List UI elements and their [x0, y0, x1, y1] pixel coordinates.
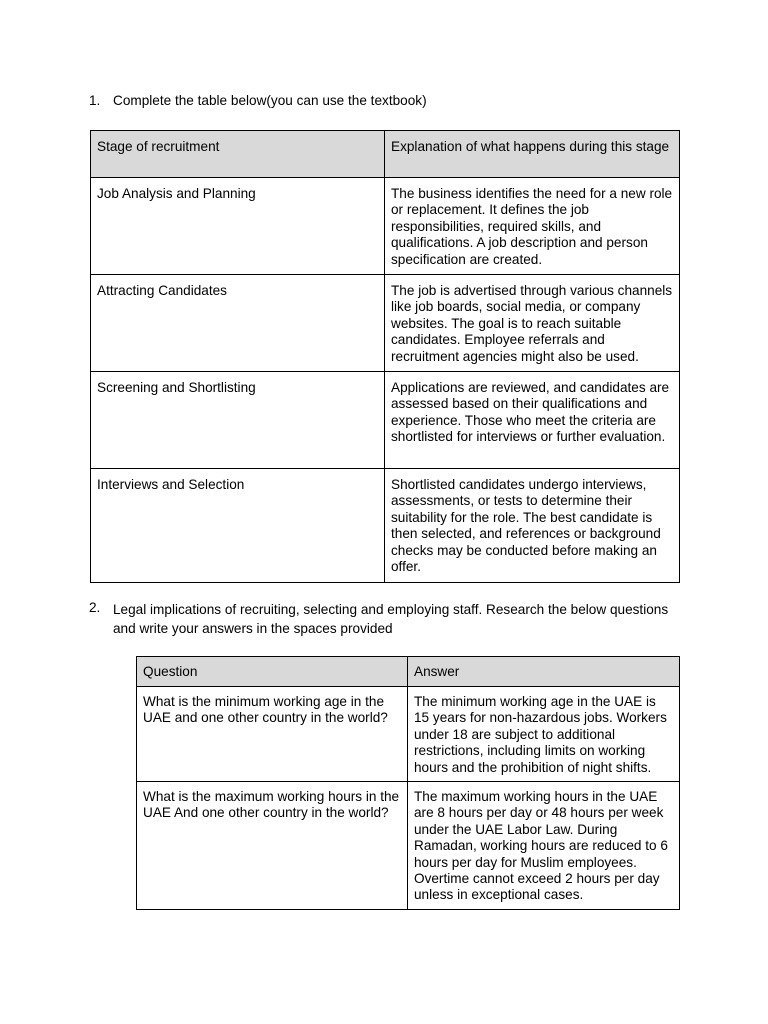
question-1-text: Complete the table below(you can use the textbook)	[113, 93, 427, 108]
question-2	[89, 600, 689, 638]
table-row	[137, 687, 680, 782]
legal-implications-table	[136, 656, 680, 910]
explanation-cell: The business identifies the need for a new role or replacement. It defines the job responsibilities, required skills, and qualifications. A job description and person specification are created.	[385, 178, 680, 275]
recruitment-stages-table	[90, 130, 680, 583]
table-header-row	[91, 131, 680, 178]
explanation-cell: Applications are reviewed, and candidates are assessed based on their qualifications and experience. Those who meet the criteria are shortlisted for interviews or further evaluation.	[385, 372, 680, 469]
stage-cell: Interviews and Selection	[91, 469, 385, 582]
stage-cell: Job Analysis and Planning	[91, 178, 385, 275]
table-row	[91, 469, 680, 582]
explanation-cell: The job is advertised through various channels like job boards, social media, or company websites. The goal is to reach suitable candidates. Employee referrals and recruitment agencies might also be used.	[385, 275, 680, 372]
stage-cell: Screening and Shortlisting	[91, 372, 385, 469]
column-header-stage: Stage of recruitment	[91, 131, 385, 178]
column-header-answer: Answer	[408, 657, 680, 687]
stage-cell: Attracting Candidates	[91, 275, 385, 372]
table-row	[91, 275, 680, 372]
answer-cell: The minimum working age in the UAE is 15 years for non-hazardous jobs. Workers under 18 are subject to additional restrictions, including limits on working hours and the prohibition of night shifts.	[408, 687, 680, 782]
question-cell: What is the maximum working hours in the UAE And one other country in the world?	[137, 782, 408, 910]
table-row	[137, 782, 680, 910]
question-2-number: 2.	[89, 600, 101, 615]
question-1	[89, 93, 689, 109]
question-cell: What is the minimum working age in the UAE and one other country in the world?	[137, 687, 408, 782]
question-1-number: 1.	[89, 93, 101, 108]
explanation-cell: Shortlisted candidates undergo interviews, assessments, or tests to determine their suitability for the role. The best candidate is then selected, and references or background checks may be conducted before making an offer.	[385, 469, 680, 582]
answer-cell: The maximum working hours in the UAE are 8 hours per day or 48 hours per week under the UAE Labor Law. During Ramadan, working hours are reduced to 6 hours per day for Muslim employees. Overtime cannot exceed 2 hours per day unless in exceptional cases.	[408, 782, 680, 910]
table-row	[91, 372, 680, 469]
table-header-row	[137, 657, 680, 687]
table-row	[91, 178, 680, 275]
column-header-explanation: Explanation of what happens during this stage	[385, 131, 680, 178]
question-2-text: Legal implications of recruiting, selecting and employing staff. Research the below questions and write your answers in the spaces provided	[113, 602, 669, 636]
column-header-question: Question	[137, 657, 408, 687]
